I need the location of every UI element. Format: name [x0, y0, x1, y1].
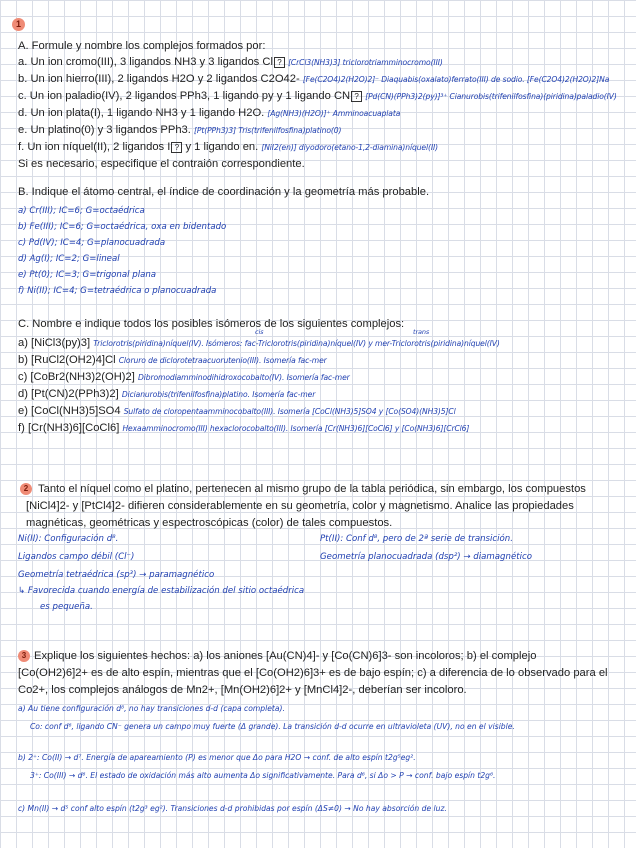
q2-left-answer-5: es pequeña. [40, 602, 93, 612]
handwritten-answer: Sulfato de cloropentaamminocobalto(III). Isomería [CoCl(NH3)5]SO4 y [Co(SO4)(NH3)5]Cl [123, 407, 456, 416]
q3-answer-b-2: 3⁺: Co(III) → d⁶. El estado de oxidación más alto aumenta Δo significativamente. Para d⁶, si Δo > P → conf. bajo espín t2g⁶. [30, 771, 496, 780]
q2-right-answer-1: Pt(II): Conf d⁸, pero de 2ª serie de transición. [320, 534, 513, 544]
q3-answer-b-1: b) 2⁺: Co(II) → d⁷. Energía de apareamiento (P) es menor que Δo para H2O → conf. de alto espín t2g⁵eg². [18, 753, 416, 762]
item-question: d) [Pt(CN)2(PPh3)2] [18, 388, 119, 400]
handwritten-answer: [Pd(CN)(PPh3)2(py)]³⁺ Cianurobis(trifenilfosfina)(piridina)paladio(IV) [365, 92, 617, 101]
item-question: a. Un ion cromo(III), 3 ligandos NH3 y 3 ligandos Cl [18, 56, 273, 68]
item-question: e. Un platino(0) y 3 ligandos PPh3. [18, 124, 191, 136]
missing-glyph-box: ? [351, 91, 362, 102]
item-question: e) [CoCl(NH3)5]SO4 [18, 405, 121, 417]
item-question: c) [CoBr2(NH3)2(OH)2] [18, 371, 135, 383]
q2-left-answer-3: Geometría tetraédrica (sp³) → paramagnético [18, 570, 215, 580]
section-c-title: C. Nombre e indique todos los posibles isómeros de los siguientes complejos: [18, 318, 405, 330]
section-b-answer-a: a) Cr(III); IC=6; G=octaédrica [18, 206, 145, 216]
section-a-note: Si es necesario, especifique el contraión correspondiente. [18, 158, 305, 170]
section-c-item-e [18, 405, 630, 418]
item-question-cont: y 1 ligando en. [185, 141, 259, 153]
missing-glyph-box: ? [274, 57, 285, 68]
item-question: b) [RuCl2(OH2)4]Cl [18, 354, 116, 366]
section-a-item-f [18, 141, 630, 154]
q2-right-answer-2: Geometría planocuadrada (dsp²) → diamagnético [320, 552, 532, 562]
item-question: f) [Cr(NH3)6][CoCl6] [18, 422, 120, 434]
section-a-item-d [18, 107, 630, 120]
section-a-item-c [18, 90, 630, 103]
cis-annotation: cis [255, 328, 264, 336]
section-c-item-f [18, 422, 630, 435]
section-b-answer-e: e) Pt(0); IC=3; G=trigonal plana [18, 270, 157, 280]
section-a-title: A. Formule y nombre los complejos formados por: [18, 40, 266, 52]
handwritten-answer: Hexaamminocromo(III) hexaclorocobalto(III). Isomería [Cr(NH3)6][CoCl6] y [Co(NH3)6][CrCl6] [122, 424, 470, 433]
section-a-item-b [18, 73, 630, 86]
section-b-title: B. Indique el átomo central, el índice de coordinación y la geometría más probable. [18, 186, 430, 198]
q2-text-line-2: [NiCl4]2- y [PtCl4]2- difieren considerablemente en su geometría, color y magnetismo. Analice las propiedades [26, 500, 574, 512]
trans-annotation: trans [413, 328, 430, 336]
section-c-item-d [18, 388, 630, 401]
section-b-answer-c: c) Pd(IV); IC=4; G=planocuadrada [18, 238, 166, 248]
handwritten-answer: Dibromodiamminodihidroxocobalto(IV). Isomería fac-mer [137, 373, 350, 382]
item-question: f. Un ion níquel(II), 2 ligandos I [18, 141, 171, 153]
q2-text-line-1: Tanto el níquel como el platino, pertenecen al mismo grupo de la tabla periódica, sin embargo, los compuestos [38, 483, 586, 495]
handwritten-answer: Dicianurobis(trifenilfosfina)platino. Isomería fac-mer [121, 390, 316, 399]
q2-left-answer-2: Ligandos campo débil (Cl⁻) [18, 552, 135, 562]
handwritten-answer: [Ag(NH3)(H2O)]⁺ Amminoacuaplata [267, 109, 401, 118]
section-b-answer-b: b) Fe(III); IC=6; G=octaédrica, oxa en bidentado [18, 222, 227, 232]
section-c-item-a [18, 337, 630, 350]
missing-glyph-box: ? [171, 142, 182, 153]
section-b-answer-f: f) Ni(II); IC=4; G=tetraédrica o planocuadrada [18, 286, 217, 296]
q2-text-line-3: magnéticas, geométricas y espectroscópicas (color) de tales compuestos. [26, 517, 393, 529]
page-number-badge: 1 [12, 18, 25, 31]
handwritten-answer: [Pt(PPh3)3] Tris(trifenilfosfina)platino(0) [194, 126, 342, 135]
q3-text-line-3: Co2+, los complejos análogos de Mn2+, [Mn(OH2)6]2+ y [MnCl4]2-, deberían ser incoloro. [18, 684, 467, 696]
q3-text-line-1: Explique los siguientes hechos: a) los aniones [Au(CN)4]- y [Co(CN)6]3- son incoloros; b) el complejo [34, 650, 537, 662]
item-question: a) [NiCl3(py)3] [18, 337, 91, 349]
question-2-badge: 2 [20, 483, 32, 495]
handwritten-answer: [NiI2(en)] diyodoro(etano-1,2-diamina)níquel(II) [261, 143, 439, 152]
section-c-item-b [18, 354, 630, 367]
q3-answer-a-2: Co: conf d⁶, ligando CN⁻ genera un campo muy fuerte (Δ grande). La transición d-d ocurre en ultravioleta (UV), no en el visible. [30, 722, 515, 731]
item-question: c. Un ion paladio(IV), 2 ligandos PPh3, 1 ligando py y 1 ligando CN [18, 90, 351, 102]
section-a-item-a [18, 56, 630, 69]
q2-left-answer-4: ↳ Favorecida cuando energía de estabilización del sitio octaédrica [18, 586, 305, 596]
q3-answer-a-1: a) Au tiene configuración d⁸, no hay transiciones d-d (capa completa). [18, 704, 285, 713]
section-c-item-c [18, 371, 630, 384]
item-question: b. Un ion hierro(III), 2 ligandos H2O y 2 ligandos C2O42- [18, 73, 300, 85]
handwritten-answer: [Fe(C2O4)2(H2O)2]⁻ Diaquabis(oxalato)ferrato(III) de sodio. [Fe(C2O4)2(H2O)2]Na [302, 75, 610, 84]
item-question: d. Un ion plata(I), 1 ligando NH3 y 1 ligando H2O. [18, 107, 265, 119]
handwritten-answer: [CrCl3(NH3)3] triclorotriamminocromo(III) [288, 58, 443, 67]
q3-answer-c: c) Mn(II) → d⁵ conf alto espín (t2g³ eg²). Transiciones d-d prohibidas por espín (ΔS≠0) → No hay absorción de luz. [18, 804, 447, 813]
handwritten-answer: Cloruro de diclorotetraacuorutenio(III). Isomería fac-mer [118, 356, 327, 365]
question-3-badge: 3 [18, 650, 30, 662]
q3-text-line-2: [Co(OH2)6]2+ es de alto espín, mientras que el [Co(OH2)6]3+ es de bajo espín; c) a diferencia de lo observado para el [18, 667, 608, 679]
q2-left-answer-1: Ni(II): Configuración d⁸. [18, 534, 119, 544]
section-a-item-e [18, 124, 630, 137]
handwritten-answer: Triclorotris(piridina)níquel(IV). Isómeros: fac-Triclorotris(piridina)níquel(IV) y mer-Triclorotris(piridina)níquel(IV) [93, 339, 500, 348]
section-b-answer-d: d) Ag(I); IC=2; G=lineal [18, 254, 120, 264]
